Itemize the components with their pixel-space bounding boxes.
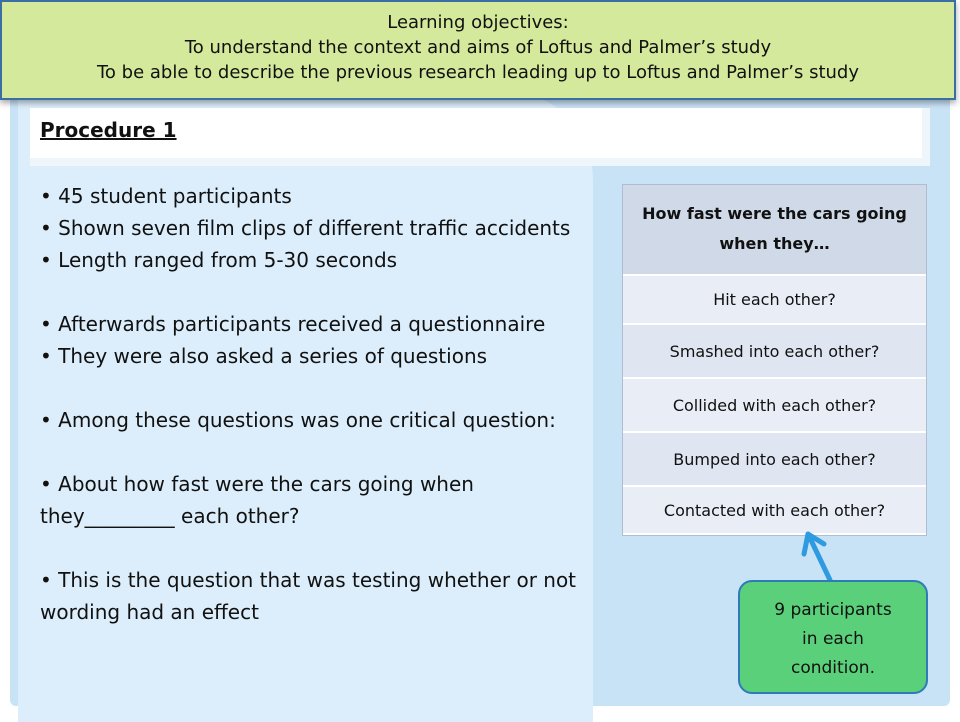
callout-line: in each xyxy=(802,629,864,649)
heading-bar xyxy=(30,108,930,166)
participants-callout xyxy=(738,580,928,694)
callout-line: 9 participants xyxy=(774,600,892,620)
procedure-bullets xyxy=(40,180,580,628)
callout-line: condition. xyxy=(790,658,875,678)
objective-2: To be able to describe the previous research leading up to Loftus and Palmer’s study xyxy=(96,62,860,83)
table-header: How fast were the cars going when they… xyxy=(622,184,927,275)
table-row: Bumped into each other? xyxy=(622,432,927,486)
bullet-item: • Length ranged from 5-30 seconds xyxy=(40,248,398,272)
objectives-title: Learning objectives: xyxy=(387,12,569,33)
bullet-item: • They were also asked a series of questions xyxy=(40,344,488,368)
bullet-item: • This is the question that was testing whether or not wording had an effect xyxy=(40,568,577,624)
table-row: Collided with each other? xyxy=(622,378,927,432)
bullet-item: • Among these questions was one critical question: xyxy=(40,408,556,432)
page-title: Procedure 1 xyxy=(40,118,177,142)
table-row: Smashed into each other? xyxy=(622,324,927,378)
bullet-item: • About how fast were the cars going when they_________ each other? xyxy=(40,472,474,528)
bullet-item: • Shown seven film clips of different traffic accidents xyxy=(40,216,571,240)
table-row: Hit each other? xyxy=(622,275,927,324)
bullet-item: • 45 student participants xyxy=(40,184,292,208)
objective-1: To understand the context and aims of Loftus and Palmer’s study xyxy=(184,37,772,58)
learning-objectives-banner xyxy=(0,0,956,100)
bullet-item: • Afterwards participants received a questionnaire xyxy=(40,312,546,336)
verb-conditions-table xyxy=(622,184,927,535)
table-row: Contacted with each other? xyxy=(622,486,927,534)
